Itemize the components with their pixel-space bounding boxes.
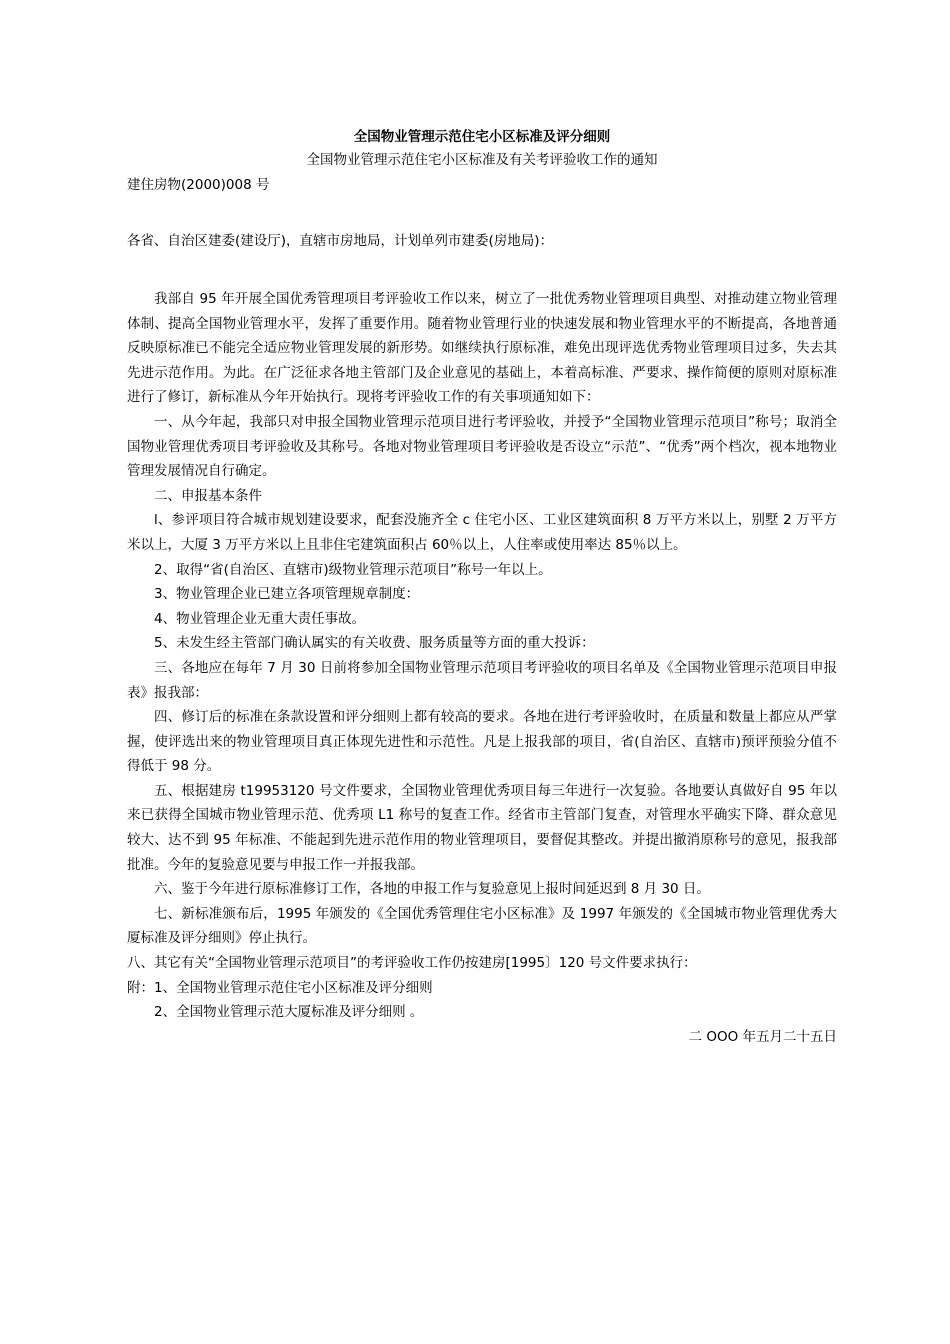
paragraph-item-8: 八、其它有关“全国物业管理示范项目”的考评验收工作仍按建房[1995〕120 号文件要求执行：	[127, 955, 697, 972]
paragraph-condition-5: 5、未发生经主管部门确认属实的有关收费、服务质量等方面的重大投诉：	[154, 635, 595, 652]
paragraph-intro: 我部自 95 年开展全国优秀管理项目考评验收工作以来，树立了一批优秀物业管理项目典型、对推动建立物业管理体制、提高全国物业管理水平，发挥了重要作用。随着物业管理行业的快速发展和物业管理水平的不断提高，各地普通反映原标准已不能完全适应物业管理发展的新形势。如继续执行原标准，难免出现评选优秀物业管理项目过多，失去其先进示范作用。为此。在广泛征求各地主管部门及企业意见的基础上，本着高标准、严要求、操作简便的原则对原标准进行了修订，新标准从今年开始执行。现将考评验收工作的有关事项通知如下：	[127, 291, 837, 406]
paragraph-condition-3: 3、物业管理企业已建立各项管理规章制度：	[154, 586, 420, 603]
attachment-1: 附：1、全国物业管理示范住宅小区标准及评分细则	[127, 979, 433, 996]
document-body	[127, 127, 837, 1049]
paragraph-condition-1: l、参评项目符合城市规划建设要求，配套没施齐全 c 住宅小区、工业区建筑面积 8 万平方米以上，别墅 2 万平方米以上，大厦 3 万平方米以上且非住宅建筑面积占 60％以上，人住率或使用率达 85％以上。	[127, 512, 837, 553]
paragraph-condition-2: 2、取得“省(自治区、直辖市)级物业管理示范项目”称号一年以上。	[154, 561, 552, 578]
paragraph-item-4: 四、修订后的标准在条款设置和评分细则上都有较高的要求。各地在进行考评验收时，在质量和数量上都应从严掌握，使评选出来的物业管理项目真正体现先进性和示范性。凡是上报我部的项目，省(自治区、直辖市)预评预验分值不得低于 98 分。	[127, 709, 837, 775]
paragraph-item-5: 五、根据建房 t19953120 号文件要求，全国物业管理优秀项目每三年进行一次复验。各地要认真做好自 95 年以来已获得全国城市物业管理示范、优秀项 L1 称号的复查工作。经省市主管部门复查，对管理水平确实下降、群众意见较大、达不到 95 年标准、不能起到先进示范作用的物业管理项目，要督促其整改。并提出撤消原称号的意见，报我部批准。今年的复验意见要与申报工作一并报我部。	[127, 782, 837, 873]
document-number: 建住房物(2000)008 号	[127, 177, 270, 193]
body-paragraphs	[127, 287, 837, 1049]
addressee-line: 各省、自治区建委(建设厅)，直辖市房地局，计划单列市建委(房地局)：	[127, 233, 554, 249]
attachment-2: 2、全国物业管理示范大厦标准及评分细则 。	[154, 1004, 424, 1021]
document-subtitle: 全国物业管理示范住宅小区标准及有关考评验收工作的通知	[306, 152, 658, 168]
paragraph-condition-4: 4、物业管理企业无重大责任事故。	[154, 610, 366, 627]
paragraph-item-1: 一、从今年起，我部只对申报全国物业管理示范项目进行考评验收，并授予“全国物业管理示范项目”称号；取消全国物业管理优秀项目考评验收及其称号。各地对物业管理项目考评验收是否设立“示范”、“优秀”两个档次，视本地物业管理发展情况自行确定。	[127, 413, 837, 480]
document-date: 二 OOO 年五月二十五日	[688, 1028, 837, 1045]
paragraph-item-2: 二、申报基本条件	[154, 487, 262, 504]
paragraph-item-6: 六、鉴于今年进行原标准修订工作，各地的申报工作与复验意见上报时间延迟到 8 月 30 日。	[154, 881, 710, 898]
paragraph-item-7: 七、新标准颁布后，1995 年颁发的《全国优秀管理住宅小区标准》及 1997 年颁发的《全国城市物业管理优秀大厦标准及评分细则》停止执行。	[127, 905, 837, 947]
document-title: 全国物业管理示范住宅小区标准及评分细则	[353, 129, 611, 145]
paragraph-item-3: 三、各地应在每年 7 月 30 日前将参加全国物业管理示范项目考评验收的项目名单及《全国物业管理示范项目申报表》报我部：	[127, 659, 837, 701]
